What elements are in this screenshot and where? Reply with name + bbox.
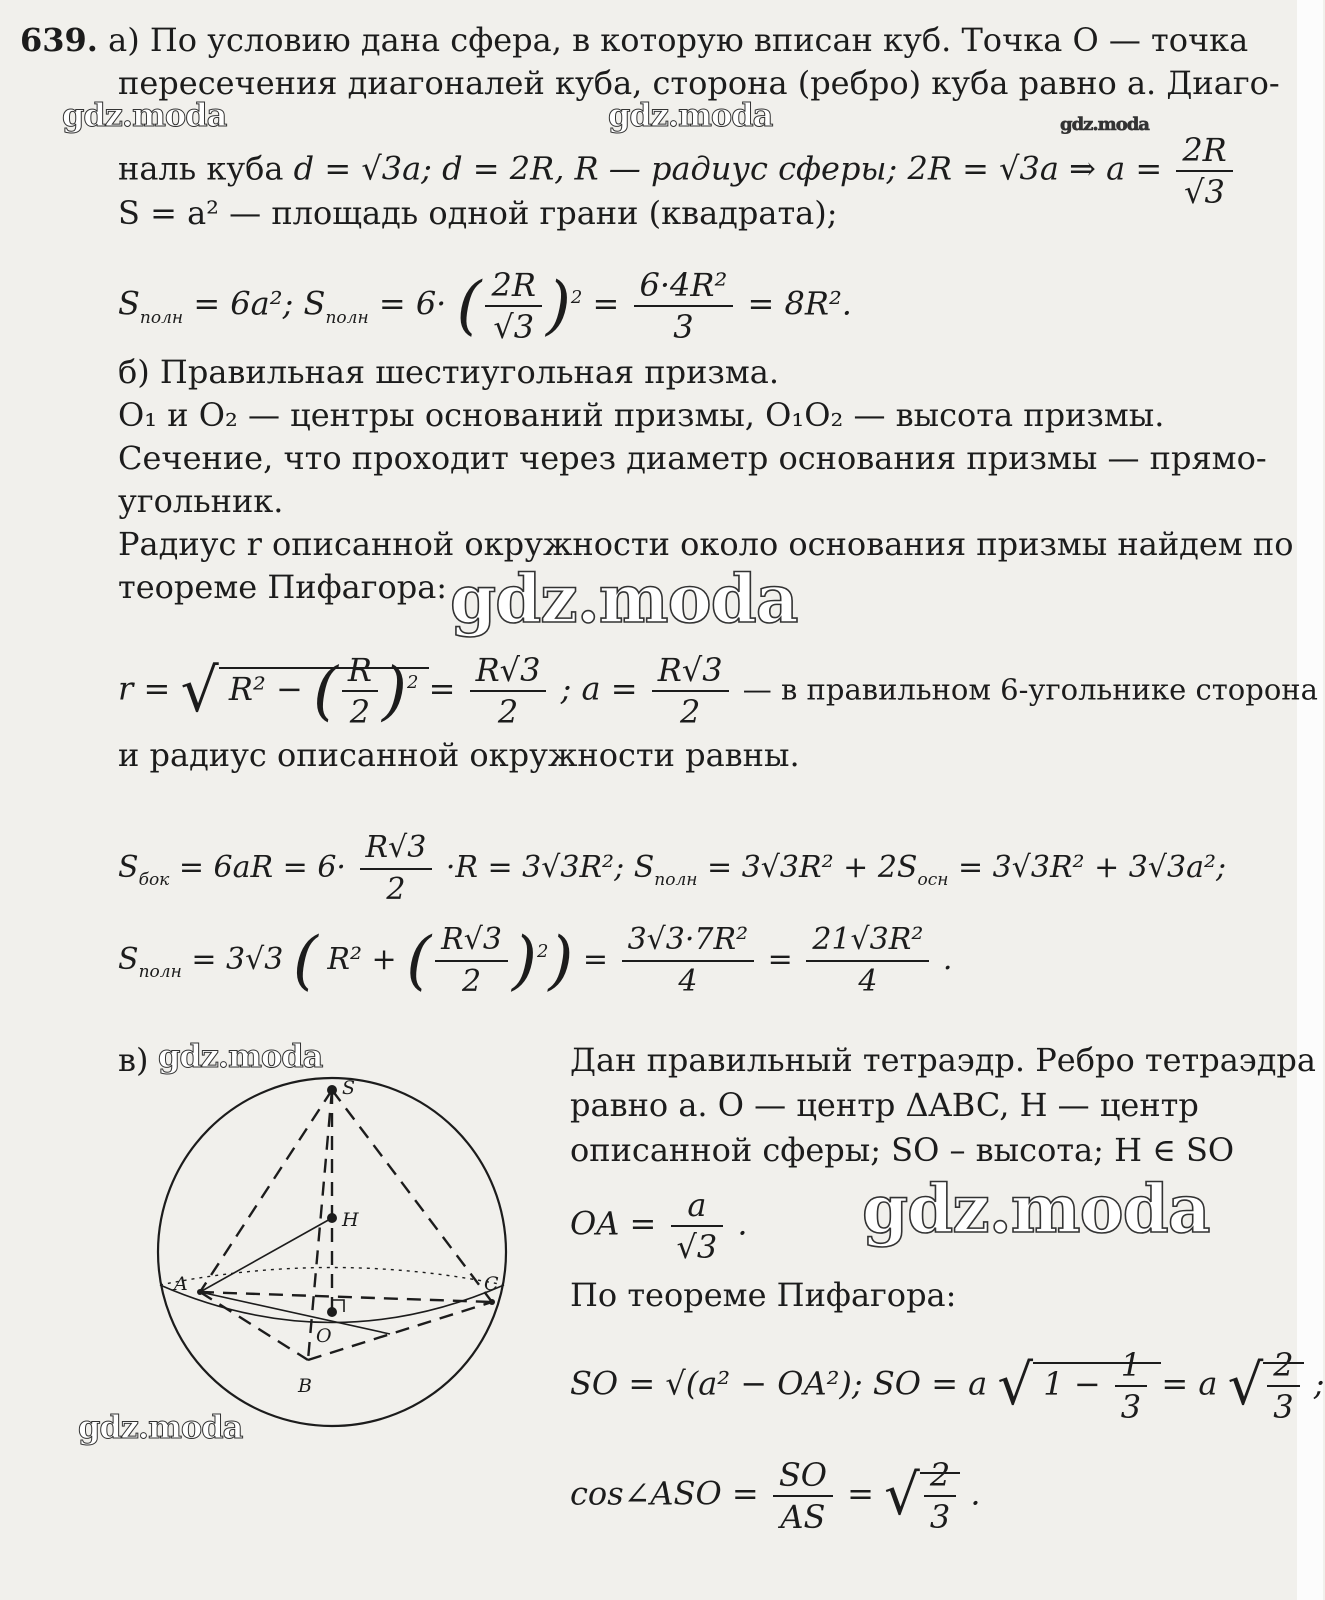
formula-part: ; [1313,1364,1325,1403]
fraction-numerator: 1 [1120,1346,1142,1384]
formula-part: = [582,942,609,977]
fraction-denominator: 2 [470,690,547,732]
superscript: 2 [536,941,549,962]
part-c-formula-cos [570,1455,981,1537]
fraction [342,650,378,732]
part-b-line-3: Сечение, что проходит через диаметр основания призмы — прямо- [118,439,1267,477]
fraction [773,1455,833,1537]
part-b-formula-sbok [118,828,1226,910]
part-a-line-1-text: а) По условию дана сфера, в которую вписан куб. Точка O — точка [108,21,1249,59]
part-c-formula-so [570,1345,1325,1427]
formula-part: R² − [228,669,303,708]
formula-part: R² + [327,942,397,977]
formula-part: cos∠ASO = [570,1474,759,1513]
paren-left: ( [312,654,338,728]
fraction-denominator: 4 [806,960,929,1002]
subscript: полн [139,307,184,328]
fraction-denominator: √3 [485,305,541,347]
formula-part: . [737,1204,748,1243]
part-b-line-2: O₁ и O₂ — центры оснований призмы, O₁O₂ — высота призмы. [118,396,1165,434]
part-a-line-4: S = a² — площадь одной грани (квадрата); [118,194,838,232]
formula-part: = [767,942,793,977]
formula-part: = 8R². [747,284,852,323]
part-c-line-2: равно a. O — центр ΔABC, H — центр [570,1086,1199,1124]
part-c-line-3: описанной сферы; SO – высота; H ∈ SO [570,1131,1235,1169]
subscript: полн [325,307,369,328]
fraction-numerator: a [687,1186,707,1224]
fraction [806,920,929,1002]
part-c-formula-oa [570,1185,748,1267]
fraction [622,920,755,1002]
fraction-numerator: 2 [929,1456,951,1494]
part-a-line-1 [20,20,1248,60]
fraction-numerator: 2 [1273,1346,1294,1384]
fraction [634,265,734,347]
fraction-numerator: SO [778,1456,827,1494]
fraction-numerator: R√3 [441,922,502,957]
watermark: gdz.moda [78,1408,243,1446]
formula-part: ; a = [560,669,638,708]
formula-part: S [118,850,139,885]
watermark: gdz.moda [158,1037,323,1075]
fraction-denominator: √3 [671,1225,724,1267]
formula-part: S [118,942,139,977]
sqrt-body [1263,1346,1303,1426]
fraction-numerator: R√3 [365,830,427,865]
fraction-denominator: 3 [634,305,734,347]
subscript: полн [138,962,182,982]
sqrt-sign: √ [180,656,219,726]
formula-part: = 3√3R² + 3√3a²; [958,850,1227,885]
tetrahedron-sphere-figure [150,1060,530,1430]
fraction-numerator: 2R [1182,131,1227,169]
subscript: осн [917,870,949,890]
watermark: gdz.moda [62,96,227,134]
fraction [360,828,433,910]
fraction-denominator: 3 [924,1495,956,1537]
part-a-line-2: пересечения диагоналей куба, сторона (ребро) куба равно a. Диаго- [118,64,1280,102]
fraction-denominator: 2 [652,690,729,732]
fraction-denominator: 2 [360,868,433,910]
part-a-line-3-text: наль куба [118,149,284,188]
formula-part: = [847,1474,874,1513]
sqrt-body [219,651,429,731]
formula-part: SO = √(a² − OA²); SO = a [570,1364,988,1403]
fraction-numerator: R [347,651,372,689]
formula-part: . [970,1474,981,1513]
point-label-c: C [484,1273,499,1295]
problem-number: 639. [20,21,98,59]
fraction-denominator: AS [773,1495,833,1537]
part-a-line-5 [118,265,852,347]
fraction-numerator: 6·4R² [639,266,728,304]
part-b-line-5: Радиус r описанной окружности около основания призмы найдем по [118,525,1294,563]
auxiliary-lines [200,1218,390,1334]
sqrt-sign: √ [884,1463,920,1528]
figure-points [197,1085,495,1317]
fraction [1115,1345,1147,1427]
part-c-line-4: По теореме Пифагора: [570,1276,957,1314]
formula-part: = 6aR = 6· [178,850,346,885]
fraction-denominator: 3 [1267,1385,1299,1427]
sqrt-body [1033,1346,1161,1426]
watermark: gdz.moda [450,560,798,638]
paren-left: ( [406,924,432,998]
fraction-denominator: 2 [435,960,508,1002]
fraction-denominator: 3 [1115,1385,1147,1427]
point-label-a: A [174,1273,188,1295]
fraction [652,650,729,732]
fraction [435,920,508,1002]
fraction [485,265,541,347]
watermark: gdz.moda [608,96,773,134]
part-b-line-1: б) Правильная шестиугольная призма. [118,353,779,391]
formula-part: . [942,942,953,977]
fraction-numerator: 21√3R² [812,922,924,957]
formula-text: — в правильном 6-угольнике сторона [742,672,1318,707]
sqrt-sign: √ [1227,1353,1264,1418]
superscript: 2 [570,286,583,308]
part-b-formula-spoln [118,920,952,1002]
part-c-line-1: Дан правильный тетраэдр. Ребро тетраэдра [570,1041,1316,1079]
part-b-formula-r [118,650,1318,732]
watermark: gdz.moda [1060,114,1149,135]
fraction [924,1455,956,1537]
part-b-line-7: и радиус описанной окружности равны. [118,736,800,774]
formula-part: ·R = 3√3R²; S [445,850,655,885]
formula-part: = 6a²; S [193,284,326,323]
formula-part: 1 − [1043,1364,1101,1403]
fraction [470,650,547,732]
formula-part: r = [118,669,171,708]
fraction-numerator: 3√3·7R² [627,922,749,957]
formula-part: = [428,669,456,708]
formula-part: OA = [570,1204,657,1243]
fraction-numerator: R√3 [657,651,723,689]
fraction-denominator: √3 [1176,170,1232,212]
subscript: полн [654,870,698,890]
fraction-denominator: 4 [622,960,755,1002]
formula-part: = 3√3R² + 2S [707,850,918,885]
part-a-line-3-fraction [1176,130,1232,212]
formula-part: = 3√3 [191,942,284,977]
part-c-label: в) [118,1041,149,1079]
point-label-h: H [342,1209,359,1231]
paren-right: ) [511,924,537,998]
subscript: бок [138,870,170,890]
superscript: 2 [406,671,419,693]
fraction [671,1185,724,1267]
paren-right: ) [382,654,407,728]
fraction-numerator: 2R [491,266,536,304]
paren-left: ( [292,924,318,998]
point-label-o: O [316,1325,332,1347]
fraction-denominator: 2 [342,690,378,732]
part-b-line-6: теореме Пифагора: [118,568,448,606]
paren-right: ) [545,269,571,343]
formula-part: = 6· [378,284,447,323]
point-label-b: B [298,1375,312,1397]
paren-right: ) [548,924,574,998]
paren-left: ( [456,269,482,343]
point-label-s: S [342,1077,356,1099]
formula-part: S [118,284,140,323]
part-b-line-4: угольник. [118,482,284,520]
part-a-line-3-formula: d = √3a; d = 2R, R — радиус сферы; 2R = √3a ⇒ a = [293,149,1163,188]
formula-part: = [592,284,620,323]
fraction [1267,1345,1299,1427]
formula-part: = a [1161,1364,1218,1403]
sqrt-body [920,1456,960,1536]
sqrt-sign: √ [997,1353,1034,1418]
fraction-numerator: R√3 [475,651,541,689]
watermark: gdz.moda [862,1170,1210,1248]
